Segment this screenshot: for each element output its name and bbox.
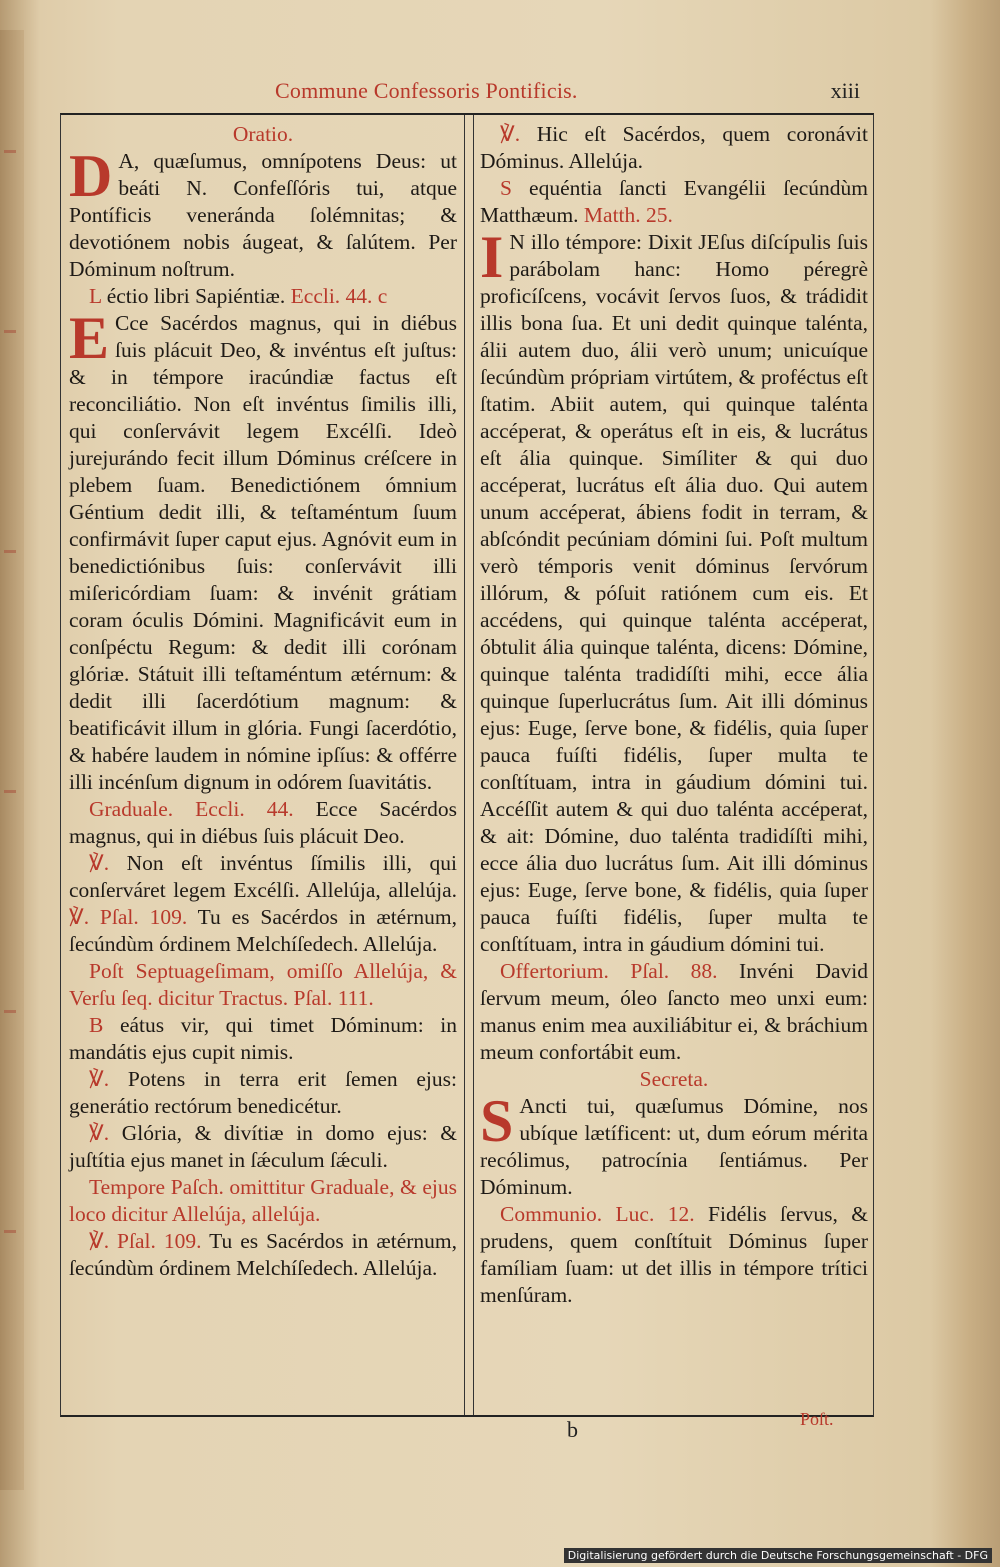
rubric-label: L (89, 284, 102, 308)
verse-text: Glória, & divítiæ in domo ejus: & juſtítia ejus manet in ſǽculum ſǽculi. (69, 1121, 457, 1172)
verse-text: eátus vir, qui timet Dóminum: in mandátis ejus cupit nimis. (69, 1013, 457, 1064)
rubric-label: ℣. (89, 1121, 110, 1145)
rubric-label: Offertorium. Pſal. 88. (500, 959, 718, 983)
rubric-label: Graduale. Eccli. 44. (89, 797, 294, 821)
verse-text: Tu es Sacérdos in ætérnum, ſecúndùm órdinem Melchíſedech. Allelúja. (69, 905, 457, 956)
rubric-heading: Oratio. (232, 122, 294, 146)
liturgical-verse (69, 1228, 457, 1282)
liturgical-verse (69, 1012, 457, 1066)
rubric-label: ℣. (89, 851, 110, 875)
drop-cap-initial: E (69, 305, 110, 371)
paragraph-text: Cce Sacérdos magnus, qui in diébus ſuis plácuit Deo, & invéntus eſt juſtus: & in témpore iracúndiæ factus eſt reconciliátio. Non eſt invéntus ſimilis illi, qui conſervávit legem Excélſi. Ideò jurejurándo fecit illum Dóminus créſcere in plebem ſuam. Benedictiónem ómnium Géntium dedit illi, & teſtaméntum ſuum confirmávit ſuper caput ejus. Agnóvit eum in benedictiónibus ſuis: conſervávit illi miſericórdiam ſuam: & invénit grátiam coram óculis Dómini. Magnificávit eum in conſpéctu Regum: & dedit illi corónam glóriæ. Státuit illi teſtaméntum ætérnum: & dedit illi ſacerdótium magnum: & beatificávit illum in glória. Fungi ſacerdótio, & habére laudem in nómine ipſíus: & offérre illi incénſum dignum in odórem ſuavitátis. (69, 311, 457, 794)
liturgical-verse (480, 1201, 868, 1309)
rubric-label: ℣. (500, 122, 521, 146)
page-footer (0, 1409, 1000, 1455)
liturgical-verse (69, 850, 457, 958)
drop-cap-initial: I (480, 224, 504, 290)
liturgical-verse (480, 175, 868, 229)
drop-cap-initial: D (69, 143, 113, 209)
rubric-label: B (89, 1013, 104, 1037)
text-paragraph (480, 1088, 868, 1201)
paragraph-text: N illo témpore: Dixit JEſus diſcípulis ſuis parábolam hanc: Homo péregrè proficíſcens, vocávit ſervos ſuos, & trádidit illis bona ſua. Et uni dedit quinque talénta, álii autem duo, álii verò unum; unicuíque ſecúndùm própriam virtútem, & proféctus eſt ſtatim. Abiit autem, qui quinque talénta accéperat, & operátus eſt in eis, & lucrátus eſt ália quinque. Simíliter & qui duo accéperat, lucrátus eſt ália duo. Qui autem unum accéperat, ábiens fodit in terram, & abſcóndit pecúniam dómini ſui. Poſt multum verò témporis venit dóminus ſervórum illórum, & póſuit ratiónem cum eis. Et accédens, qui quinque talénta accéperat, óbtulit ália quinque talénta, dicens: Dómine, quinque talénta tradidíſti mihi, ecce ália quinque ſuperlucrátus ſum. Ait illi dóminus ejus: Euge, ſerve bone, & fidélis, quia ſuper pauca fuíſti fidélis, ſuper multa te conſtítuam, intra in gáudium dómini tui. Accéſſit autem & qui duo talénta accéperat, & ait: Dómine, duo talénta tradidíſti mihi, ecce ália duo lucrátus ſum. Ait illi dóminus ejus: Euge, ſerve bone, & fidélis, quia ſuper pauca fuíſti fidélis, ſuper multa te conſtítuam, intra in gáudium dómini tui. (480, 230, 868, 956)
rubric-heading: Secreta. (639, 1067, 709, 1091)
previous-page-edge (0, 30, 24, 1490)
page-header (60, 78, 860, 110)
digitization-credit: Digitalisierung gefördert durch die Deutsche Forschungsgemeinschaft - DFG (564, 1548, 992, 1563)
rubric-heading: Tempore Paſch. omittitur Graduale, & ejus loco dicitur Allelúja, allelúja. (69, 1175, 457, 1226)
verse-text: equéntia ſancti Evangélii ſecúndùm Matthæum. (480, 176, 868, 227)
liturgical-verse (480, 121, 868, 175)
verse-text: Ecce Sacérdos magnus, qui in diébus ſuis plácuit Deo. (69, 797, 458, 848)
column-divider (464, 115, 474, 1415)
right-column (480, 121, 868, 1309)
scripture-reference: Matth. 25. (583, 203, 673, 227)
running-title: Commune Confessoris Pontificis. (275, 78, 578, 103)
verse-text: Hic eſt Sacérdos, quem coronávit Dóminus. Allelúja. (480, 122, 868, 173)
page-number: xiii (830, 78, 860, 103)
verse-text: éctio libri Sapiéntiæ. (106, 284, 286, 308)
rubric-label: ℣. (89, 1067, 110, 1091)
verse-text: Non eſt invéntus ſímilis illi, qui conſerváret legem Excélſi. Allelúja, allelúja. (69, 851, 458, 902)
scripture-reference: Eccli. 44. c (290, 284, 388, 308)
text-paragraph (69, 305, 457, 796)
rubric-label: S (500, 176, 512, 200)
rubric-label: Communio. Luc. 12. (500, 1202, 695, 1226)
signature-mark: b (567, 1417, 578, 1442)
verse-text: Tu es Sacérdos in ætérnum, ſecúndùm órdinem Melchíſedech. Allelúja. (69, 1229, 457, 1280)
verse-text: Invéni David ſervum meum, óleo ſancto meo unxi eum: manus enim mea auxiliábitur ei, & bráchium meum confortábit eum. (480, 959, 869, 1064)
liturgical-verse (69, 796, 457, 850)
verse-text: Fidélis ſervus, & prudens, quem conſtítuit Dóminus ſuper famíliam ſuam: ut det illis in témpore trítici menſúram. (480, 1202, 869, 1307)
scripture-reference: ℣. Pſal. 109. (69, 905, 188, 929)
rubric-heading: Poſt Septuageſimam, omiſſo Allelúja, & Verſu ſeq. dicitur Tractus. Pſal. 111. (69, 959, 457, 1010)
paragraph-text: A, quæſumus, omnípotens Deus: ut beáti N. Confeſſóris tui, atque Pontíficis veneránda ſolémnitas; & devotiónem nobis áugeat, & ſalútem. Per Dóminum noſtrum. (69, 149, 457, 281)
left-column (69, 121, 457, 1282)
text-paragraph (480, 224, 868, 958)
text-frame (60, 113, 874, 1417)
rubric-label: ℣. Pſal. 109. (89, 1229, 202, 1253)
verse-text: Potens in terra erit ſemen ejus: generátio rectórum benedicétur. (69, 1067, 457, 1118)
liturgical-verse (480, 958, 868, 1066)
drop-cap-initial: S (480, 1088, 514, 1154)
paragraph-text: Ancti tui, quæſumus Dómine, nos ubíque lætíficent: ut, dum eórum mérita recólimus, patrocínia ſentiámus. Per Dóminum. (480, 1094, 868, 1199)
liturgical-verse (69, 1120, 457, 1174)
liturgical-verse (69, 283, 457, 310)
catchword: Poſt. (800, 1409, 834, 1429)
text-paragraph (69, 143, 457, 283)
liturgical-verse (69, 1066, 457, 1120)
